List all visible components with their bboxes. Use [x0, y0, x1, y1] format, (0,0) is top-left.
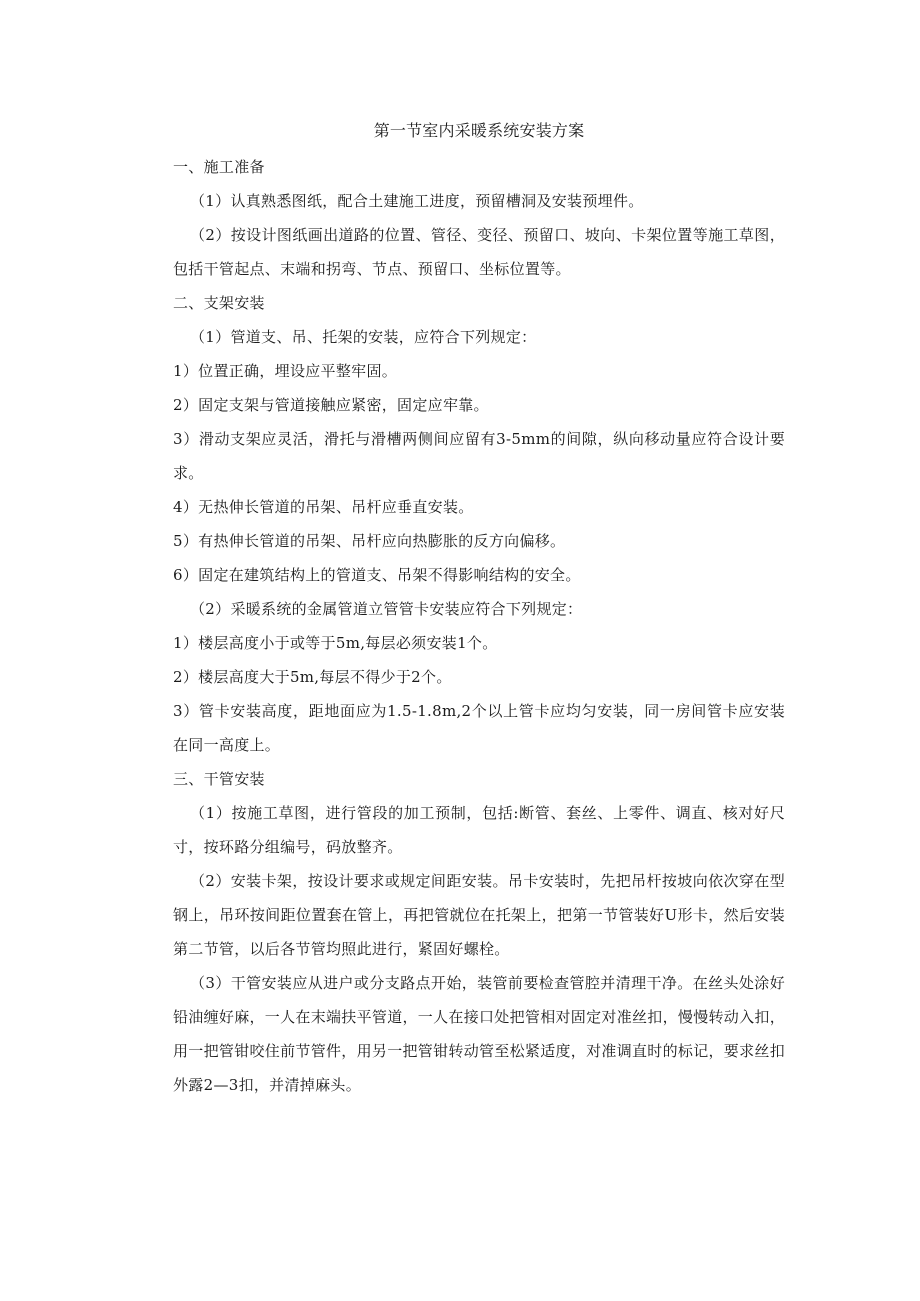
- section-heading: 二、支架安装: [173, 294, 265, 312]
- paragraph: （1）按施工草图，进行管段的加工预制，包括:断管、套丝、上零件、调直、核对好尺寸，按环路分组编号，码放整齐。: [173, 804, 785, 856]
- section-heading: 一、施工准备: [173, 158, 265, 176]
- paragraph: （2）安装卡架，按设计要求或规定间距安装。吊卡安装时，先把吊杆按坡向依次穿在型钢上，吊环按间距位置套在管上，再把管就位在托架上，把第一节管装好U形卡，然后安装第二节管，以后各节管均照此进行，紧固好螺栓。: [173, 872, 785, 958]
- paragraph: （2）采暖系统的金属管道立管管卡安装应符合下列规定：: [190, 600, 583, 618]
- paragraph: 2）固定支架与管道接触应紧密，固定应牢靠。: [173, 396, 489, 414]
- paragraph: 3）管卡安装高度，距地面应为1.5-1.8m,2个以上管卡应均匀安装，同一房间管卡应安装在同一高度上。: [173, 702, 785, 754]
- paragraph: 5）有热伸长管道的吊架、吊杆应向热膨胀的反方向偏移。: [173, 532, 566, 550]
- section-heading: 三、干管安装: [173, 770, 265, 788]
- paragraph: 3）滑动支架应灵活，滑托与滑槽两侧间应留有3-5mm的间隙，纵向移动量应符合设计要求。: [173, 430, 785, 482]
- paragraph: 1）楼层高度小于或等于5m,每层必须安装1个。: [173, 634, 498, 652]
- paragraph: 6）固定在建筑结构上的管道支、吊架不得影响结构的安全。: [173, 566, 581, 584]
- page-title: 第一节室内采暖系统安装方案: [373, 121, 585, 140]
- paragraph: （1）管道支、吊、托架的安装，应符合下列规定：: [190, 328, 537, 346]
- document-body: [173, 114, 785, 1102]
- paragraph: 1）位置正确，埋设应平整牢固。: [173, 362, 398, 380]
- paragraph-list: [173, 150, 785, 1102]
- paragraph: 4）无热伸长管道的吊架、吊杆应垂直安装。: [173, 498, 474, 516]
- paragraph: （1）认真熟悉图纸，配合土建施工进度，预留槽洞及安装预埋件。: [190, 192, 644, 210]
- paragraph: 2）楼层高度大于5m,每层不得少于2个。: [173, 668, 452, 686]
- paragraph: （2）按设计图纸画出道路的位置、管径、变径、预留口、坡向、卡架位置等施工草图，包括干管起点、末端和拐弯、节点、预留口、坐标位置等。: [173, 226, 785, 278]
- paragraph: （3）干管安装应从进户或分支路点开始，装管前要检查管腔并清理干净。在丝头处涂好铅油缠好麻，一人在末端扶平管道，一人在接口处把管相对固定对准丝扣，慢慢转动入扣，用一把管钳咬住前节管件，用另一把管钳转动管至松紧适度，对准调直时的标记，要求丝扣外露2—3扣，并清掉麻头。: [173, 974, 786, 1094]
